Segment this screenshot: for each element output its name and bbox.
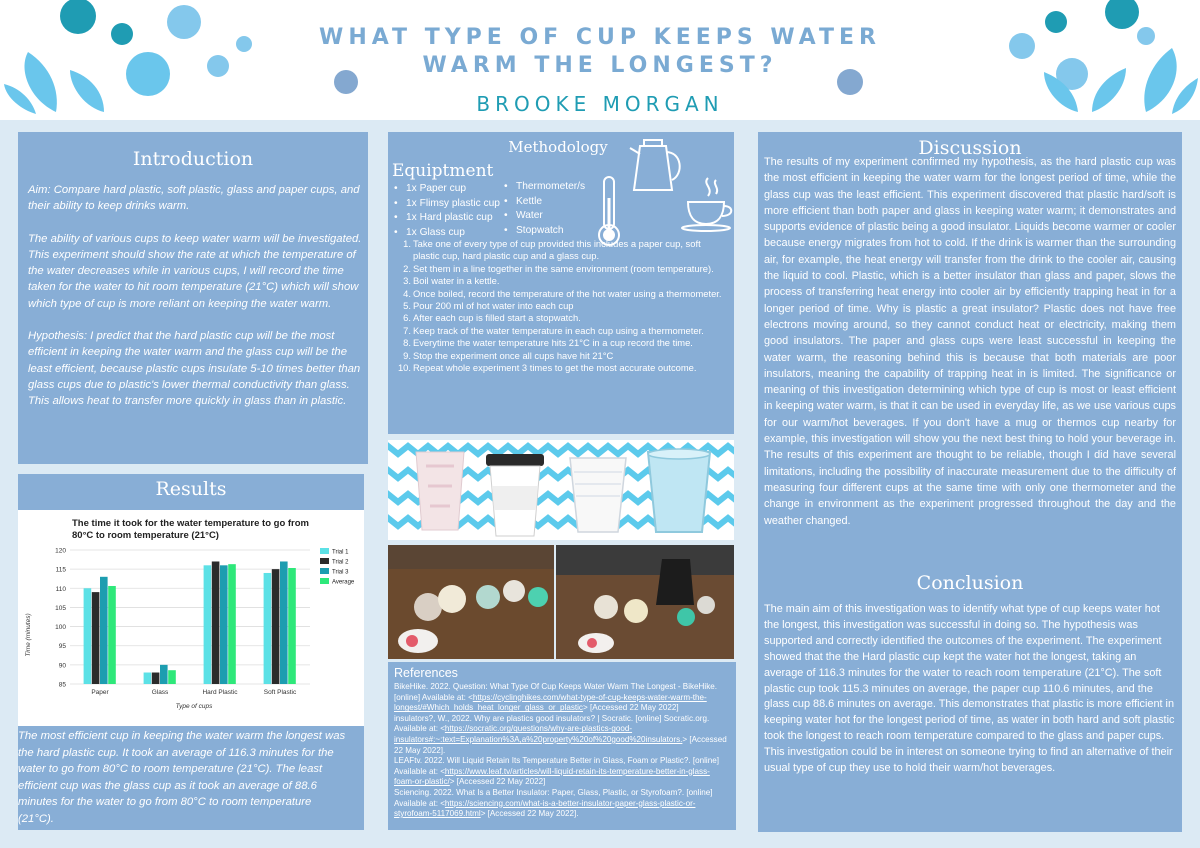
reference-text: > [Accessed 22 May 2022] [582,703,679,713]
chart-title-line-2: 80°C to room temperature (21°C) [72,530,219,541]
method-step-number: 3. [403,275,411,287]
photo-placeholder-icon [556,545,734,659]
chart-legend-label: Trial 3 [332,569,349,576]
equipment-item: • 1x Glass cup [394,226,500,241]
discussion-body: The results of my experiment confirmed my hypothesis, as the hard plastic cup was the most efficient in keeping the water warm for the longest period of time, while the glass cup was the least efficient. This experiment discovered that plastic hard/soft is more efficient than both paper and glass in keeping water warm; it demonstrates and supports evidence of plastic being a good insulator. Liquids become warmer or cooler because energy migrates from hot to cold. If the drink is warmer than the surrounding air, for example, the heat energy will transfer from the drink to the cooler air, causing the liquid to cool. Plastic, which is a better insulator than glass and paper, slows the process of transferring heat energy into cooler air by efficiently trapping heat in for a longer period of time. Why is plastic a great insulator? Plastic does not have free electrons moving around, so they cannot conduct heat or electricity, making them good insulators. The paper and glass cups were least successful in keeping the water warm, the reasoning behind this is because that both materials are poor insulators, meaning the capability of trapping heat in is limited. The significance or meaning of this investigation determining which type of cup is most or least efficient in keeping water warm, is that it can be used in everyday life, as we use various cups for our warm/hot beverages. If you don't have a mug or thermos cup nearby for example, this investigation will show you the next best thing to hold your beverage in. The results of this experiment are thought to be reliable, though I did have several limitations, including the possibility of inaccurate measurement due to the difficulty of measuring four different cups at the same time with only one thermometer and the change in environment as the experiment progressed throughout the day and the weather changed. [764,156,1176,527]
method-step [396,300,726,312]
equipment-item: • Water [504,209,585,224]
poster-header [0,0,1200,120]
aim-text: Aim: Compare hard plastic, soft plastic, glass and paper cups, and their ability to keep drinks warm. [28,184,360,213]
chart-y-tick-label: 120 [55,547,66,555]
cups-wave-banner [388,440,734,540]
reference-text: > [Accessed 22 May 2022]. [394,734,727,755]
methodology-heading: Methodology [508,138,608,156]
introduction-paragraph: The ability of various cups to keep water warm will be investigated. This experiment should show the rate at which the temperature of the water decreases while in various cups, I will record the time taken for the water to hit room temperature (21°C) which will show which type of cup is more reliant on keeping the water warm. [28,232,362,310]
chart-bar [100,577,108,684]
method-step-number: 9. [403,349,411,361]
method-step-number: 2. [403,262,411,274]
method-step-text: Everytime the water temperature hits 21°C in a cup record the time. [413,337,693,349]
chart-ticks [55,548,297,697]
method-step [396,288,726,300]
reference-text: > [Accessed 22 May 2022]. [480,809,579,819]
method-step-text: Repeat whole experiment 3 times to get the most accurate outcome. [413,362,697,374]
method-step-text: Boil water in a kettle. [413,275,500,287]
method-steps [396,238,726,374]
method-step-text: Take one of every type of cup provided this includes a paper cup, soft plastic cup, hard plastic cup and a glass cup. [413,238,701,262]
method-step-number: 7. [403,324,411,336]
chart-y-tick-label: 95 [58,643,66,651]
author-name: BROOKE MORGAN [476,92,724,116]
discussion-heading: Discussion [918,137,1022,159]
coffee-cup-icon [678,174,742,234]
chart-y-tick-label: 100 [55,624,66,632]
equipment-list-left [394,182,500,240]
chart-bar [228,564,236,684]
chart-legend [320,548,355,586]
method-step [396,275,726,287]
chart-bar [288,568,296,684]
chart-bar [84,588,92,684]
method-step [396,337,726,349]
equipment-item: • 1x Flimsy plastic cup [394,197,500,212]
chart-legend-swatch [320,558,329,564]
equipment-item: • Stopwatch [504,224,585,239]
method-step-number: 5. [403,300,411,312]
chart-bar [144,673,152,684]
method-step-number: 4. [403,287,411,299]
title-line-2: WARM THE LONGEST? [422,53,778,78]
glass-cup-image [644,446,714,536]
equipment-list-right [504,180,585,238]
method-step [396,263,726,275]
hard-plastic-cup-image [482,452,548,538]
splash-left-decoration [0,0,260,120]
chart-bar [92,592,100,684]
chart-y-tick-label: 105 [55,604,66,612]
results-chart [18,510,364,726]
method-step-text: Once boiled, record the temperature of the hot water using a thermometer. [413,287,722,299]
method-step-text: Keep track of the water temperature in each cup using a thermometer. [413,324,704,336]
method-step-number: 8. [403,337,411,349]
method-step-text: Pour 200 ml of hot water into each cup [413,300,574,312]
conclusion-body: The main aim of this investigation was to identify what type of cup keeps water hot the longest, this investigation was successful in doing so. The hypothesis was supported and correctly identified the outcomes of the experiment. The experiment showed that the the Hard plastic cup kept the water hot the longest, taking an average of 116.3 minutes for the water to reach room temperature (21°C). The soft plastic cup took 115.3 minutes on average, the paper cup 110.6 minutes, and the glass cup 88.6 minutes on average. This demonstrates that plastic is more efficient in keeping water hot for the longest period of time, as water in both hard and soft plastic took the longest to reach room temperature compared to the glass and paper cups. This investigation could be in interest on someone trying to find an alternative of their usual type of cup they use to hold their warm/hot beverages. [764,603,1175,775]
splash-right-decoration [940,0,1200,120]
introduction-heading: Introduction [132,148,254,170]
equipment-item: • Kettle [504,195,585,210]
method-step-text: Stop the experiment once all cups have hit 21°C [413,349,614,361]
paper-cup-image [412,446,468,532]
poster-title [260,24,940,80]
method-step [396,312,726,324]
method-step [396,238,726,263]
reference-text: Sciencing. 2022. What Is a Better Insulator: Paper, Glass, Plastic, or Styrofoam?. [online] Available at: < [394,787,713,808]
chart-bar [280,561,288,684]
reference-text: BikeHike. 2022. Question: What Type Of Cup Keeps Water Warm The Longest - BikeHike. [online] Available at: < [394,682,717,702]
reference-item [394,756,730,788]
chart-legend-swatch [320,568,329,574]
equipment-item: • 1x Paper cup [394,182,500,197]
equipment-heading: Equiptment [392,161,494,181]
references-panel [388,662,736,830]
chart-legend-swatch [320,548,329,554]
chart-y-tick-label: 85 [58,681,66,689]
results-heading: Results [155,478,227,500]
results-summary: The most efficient cup in keeping the water warm the longest was the hard plastic cup. It took an average of 116.3 minutes for the water to go from 80°C to room temperature (21°C). The least efficient cup was the glass cup as it took an average of 88.6 minutes for the water to go from 80°C to room temperature (21°C). [18,730,346,825]
equipment-item: • 1x Hard plastic cup [394,211,500,226]
method-step [396,362,726,374]
chart-bar [160,665,168,684]
chart-bar [152,673,160,684]
chart-x-tick-label: Hard Plastic [202,689,238,696]
method-step [396,350,726,362]
conclusion-heading: Conclusion [916,572,1024,594]
bar-chart [18,510,364,726]
discussion-panel [758,132,1182,832]
references-list [394,682,730,820]
introduction-panel [18,132,368,464]
experiment-photo-cups [388,545,554,659]
chart-bars [84,561,296,684]
chart-legend-label: Average [332,579,355,586]
chart-y-tick-label: 90 [58,662,66,670]
introduction-body [28,182,364,426]
title-line-1: WHAT TYPE OF CUP KEEPS WATER [319,25,881,50]
method-step-number: 6. [403,312,411,324]
chart-x-tick-label: Glass [151,689,169,696]
hypothesis-text: Hypothesis: I predict that the hard plastic cup will be the most efficient in keeping the water warm and the glass cup will be the least efficient, because plastic cups insulate 5-10 times better than glass cups due to plastic's lower thermal conductivity than glass. This allows heat to transfer more quickly in glass than in plastic. [28,330,361,408]
reference-link[interactable]: https://sciencing.com/what-is-a-better-insulator-paper-glass-plastic-or-styrofoam-5117069.html [394,798,696,819]
reference-link[interactable]: https://www.leaf.tv/articles/will-liquid-retain-its-temperature-better-in-glass-foam-or-plastic/ [394,766,710,787]
chart-x-tick-label: Soft Plastic [263,689,297,696]
chart-x-tick-label: Paper [91,689,109,696]
reference-text: > [Accessed 22 May 2022] [449,777,546,787]
chart-bar [264,573,272,684]
chart-title-line-1: The time it took for the water temperature to go from [72,518,309,529]
method-step-number: 10. [397,362,411,374]
chart-y-tick-label: 115 [55,566,66,574]
chart-bar [108,586,116,684]
method-step-number: 1. [403,238,411,249]
reference-item [394,714,730,756]
reference-item [394,682,730,714]
chart-legend-swatch [320,578,329,584]
chart-bar [220,565,228,684]
methodology-panel [388,132,734,434]
method-step-text: Set them in a line together in the same environment (room temperature). [413,262,714,274]
equipment-item: • Thermometer/s [504,180,585,195]
chart-y-tick-label: 110 [55,585,66,593]
chart-legend-label: Trial 1 [332,549,349,556]
chart-legend-label: Trial 2 [332,559,349,566]
method-step [396,325,726,337]
flimsy-plastic-cup-image [566,450,630,536]
reference-item [394,788,730,820]
reference-text: LEAFtv. 2022. Will Liquid Retain Its Temperature Better in Glass, Foam or Plastic?. [online] Available at: < [394,756,719,776]
chart-bar [204,565,212,684]
reference-link[interactable]: https://cyclinghikes.com/what-type-of-cup-keeps-water-warm-the-longest/#Which_holds_heat_longer_glass_or_plastic [394,692,707,713]
thermometer-icon [594,174,624,248]
chart-bar [212,561,220,684]
reference-text: insulators?, W., 2022. Why are plastics good insulators? | Socratic. [online] Socratic.org. Available at: < [394,713,710,734]
chart-bar [168,670,176,684]
photo-placeholder-icon [388,545,554,659]
method-step-text: After each cup is filled start a stopwatch. [413,312,581,324]
references-heading: References [394,666,458,680]
chart-x-axis-label: Type of cups [175,703,213,710]
chart-y-axis-label: Time (minutes) [25,613,32,657]
reference-link[interactable]: https://socratic.org/questions/why-are-plastics-good-insulators#:~:text=Explanation%3A,a%20property%20of%20good%20insulators. [394,724,683,744]
experiment-photo-kettle [556,545,734,659]
chart-bar [272,569,280,684]
